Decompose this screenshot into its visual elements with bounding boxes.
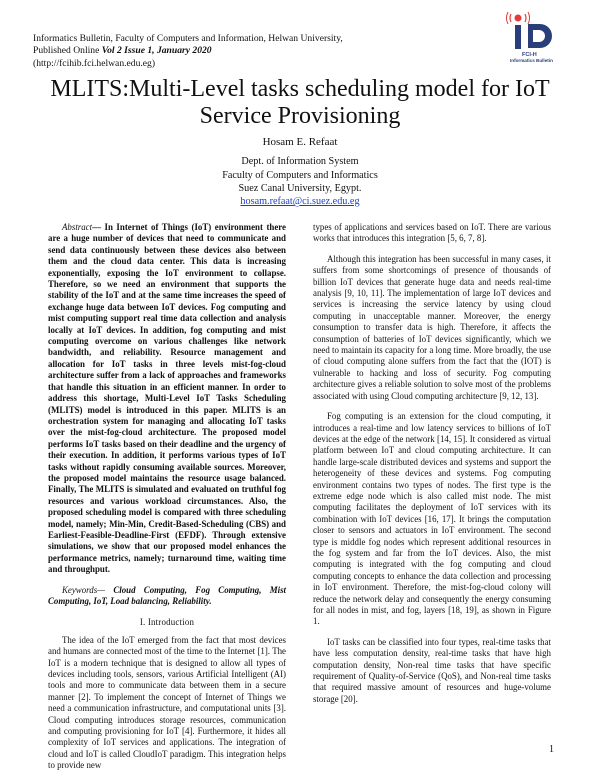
journal-url[interactable]: (http://fcihib.fci.helwan.edu.eg)	[33, 57, 156, 69]
right-column	[313, 222, 551, 714]
abstract-text: — In Internet of Things (IoT) environment there are a huge number of devices that need to communicate and send data continuously between these devices also between them and the cloud data center. This data is increasing exponentially, exposing the IoT environment to collapse. Therefore, so we need an environment that supports the stability of the IoT and at the same time increases the speed of exchange huge data between IoT devices. Fog computing and mist computing support real time data collection and analysis locally at IoT devices. In addition, fog computing and mist computing overcome on various challenges like network bandwidth, and reliability. Resource management and allocation for IoT tasks in three levels mist-fog-cloud architecture suffer from a lack of approaches and frameworks that handle this situation in an efficient manner. In order to address this shortage, Multi-Level IoT Tasks Scheduling (MLITS) model is introduced in this paper. MLITS is an orchestration system for managing and allocating IoT tasks over the mist-fog-cloud architecture. The proposed model performs IoT tasks based on their deadline and the urgency of their execution. In addition, it performs various types of IoT tasks without rapidly consuming available sources. Moreover, the proposed model maintains the resource usage balanced. Finally, The MLITS is simulated and evaluated on truthful fog resources and various workload circumstances. Also, the proposed scheduling model is compared with three scheduling model, namely; Min-Min, Credit-Based-Scheduling (CBS) and Earliest-Feasible-Deadline-First (EFDF). Through extensive simulations, we show that our proposed model enhances the performance metrics, namely; turnaround time, waiting time and throughput.	[48, 222, 286, 575]
section-1-heading: I. Introduction	[139, 617, 195, 628]
right-paragraph-1: Although this integration has been successful in many cases, it suffers from some shortcomings of presence of thousands of billion IoT devices that generate huge data and needs real-time analysis [9, 10, 11]. The implementation of large IoT devices and services is increasing the service latency by using cloud computing in unacceptable manner. Moreover, the energy consumption to transfer data is high. Therefore, it affects the consumption of batteries of IoT devices significantly, which we need to maintain its capacity for a long time. More broadly, the use of cloud computing alone suffers from the fact that the (IOT) is vulnerable to hacking and loss of security. Fog computing architecture gives a reliable solution to solve most of the problems associated with using Cloud computing architecture [9, 12, 13].	[313, 253, 551, 401]
keywords-label: Keywords—	[62, 584, 106, 595]
keywords	[48, 585, 286, 608]
author-dept: Dept. of Information System	[241, 156, 359, 168]
journal-line-1: Informatics Bulletin, Faculty of Computers and Information, Helwan University,	[33, 33, 343, 44]
logo-subtitle: Informatics Bulletin	[510, 58, 553, 63]
author-university: Suez Canal University, Egypt.	[238, 182, 362, 194]
page-number: 1	[549, 744, 554, 755]
keywords-text: Cloud Computing, Fog Computing, Mist Computing, IoT, Load balancing, Reliability.	[48, 584, 286, 606]
left-column	[48, 222, 286, 781]
paper-title: MLITS:Multi-Level tasks scheduling model for IoT Service Provisioning	[50, 76, 550, 129]
right-paragraph-2: Fog computing is an extension for the cloud computing, it introduces a real-time and low latency services to billions of IoT devices at the edge of the network [14, 15]. It considered as virtual platform between IoT and cloud computing architecture. It can handle large-scale distributed devices and systems and support the heterogeneity of these devices and systems. Fog computing environment contains two types of nodes. The first type is the extreme edge node which is also called mist node. The mist computing facilitates the deployment of IoT services with its combination with IoT devices [16, 17]. It brings the computation closer to sensors and actuators in IoT environment. The second type is middle fog nodes which represent additional resources in the fog system and far from the IoT devices. Also, the mist computing is integrated with the fog computing and cloud computing concepts to enhance the data collection and processing in IoT environment. Therefore, the mist-fog-cloud colony will reduce the network delay and consequently the energy consuming for all nodes in mist, and fog, layers [18, 19], as shown in Figure 1.	[313, 411, 551, 627]
author-faculty: Faculty of Computers and Informatics	[222, 169, 378, 181]
author-email-link[interactable]: hosam.refaat@ci.suez.edu.eg	[240, 196, 360, 208]
right-paragraph-3: IoT tasks can be classified into four types, real-time tasks that have less computation density, real-time tasks that have high computation density, Non-real time tasks that have specific requirement of Quality-of-Service (QoS), and Non-real time tasks that required massive amount of resources and huge-volume storage [20].	[313, 636, 551, 704]
intro-paragraph: The idea of the IoT emerged from the fact that most devices and humans are connected most of the time to the Internet [1]. The IoT is a modern technique that is designed to allow all types of devices including tools, sensors, various Artificial Intelligent (AI) tools and more to communicate data between them in a secure manner [2]. To implement the concept of Internet of Things we need a communication infrastructure, and computational units [3]. Cloud computing introduces storage resources, communication and computing provisioning for IoT [4]. Furthermore, it hides all complexity of IoT services and applications. The integration of cloud and IoT is called CloudIoT paradigm. This integration helps to provide new	[48, 634, 286, 771]
author-name: Hosam E. Refaat	[262, 136, 338, 148]
abstract	[48, 222, 286, 576]
logo-letters: FCI-H	[522, 52, 537, 58]
journal-line-2	[33, 45, 453, 57]
journal-volume: Vol 2 Issue 1, January 2020	[101, 45, 212, 57]
abstract-label: Abstract	[62, 222, 93, 232]
journal-header	[33, 33, 453, 70]
right-paragraph-0: types of applications and services based on IoT. There are various works that introduces this integration [5, 6, 7, 8].	[313, 222, 551, 244]
journal-published-label: Published Online	[33, 45, 102, 57]
author-block	[100, 136, 500, 208]
